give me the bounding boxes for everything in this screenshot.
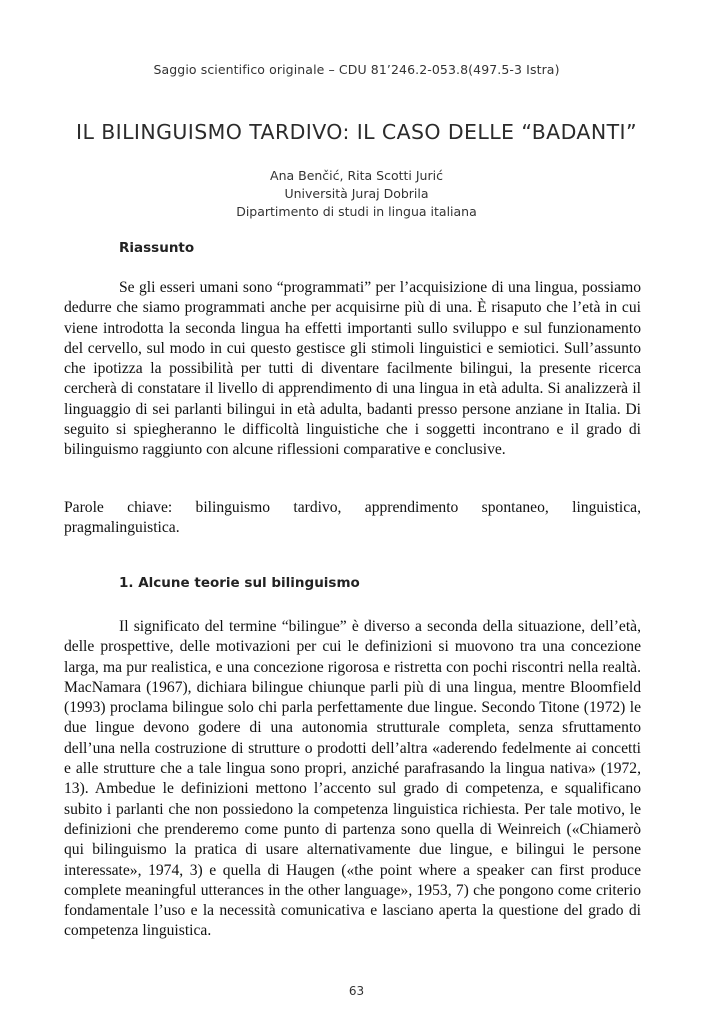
running-header: Saggio scientifico originale – CDU 81’246.2-053.8(497.5-3 Istra)	[153, 62, 560, 77]
abstract-paragraph: Se gli esseri umani sono “programmati” per l’acquisizione di una lingua, possiamo dedurre che siamo programmati anche per acquisirne più di una. È risaputo che l’età in cui viene introdotta la seconda lingua ha effetti importanti sullo sviluppo e sul funzionamento del cervello, sul modo in cui questo gestisce gli stimoli linguistici e semiotici. Sull’assunto che ipotizza la possibilità per tutti di diventare facilmente bilingui, la presente ricerca cercherà di constatare il livello di apprendimento di una lingua in età adulta. Si analizzerà il linguaggio di sei parlanti bilingui in età adulta, badanti presso persone anziane in Italia. Di seguito si spiegheranno le difficoltà linguistiche che i soggetti incontrano e il grado di bilinguismo raggiunto con alcune riflessioni comparative e conclusive.	[64, 279, 641, 459]
section-paragraph: Il significato del termine “bilingue” è diverso a seconda della situazione, dell’età, delle prospettive, delle motivazioni per cui le definizioni si muovono tra una concezione larga, ma pur realistica, e una concezione rigorosa e ristretta con pochi riscontri nella realtà. MacNamara (1967), dichiara bilingue chiunque parli più di una lingua, mentre Bloomfield (1993) proclama bilingue solo chi parla perfettamente due lingue. Secondo Titone (1972) le due lingue devono godere di una autonomia strutturale completa, senza sfruttamento dell’una nella costruzione di strutture o prodotti dell’altra «aderendo fedelmente ai concetti e alle strutture che a tale lingua sono propri, anziché parafrasando la lingua nativa» (1972, 13). Ambedue le definizioni mettono l’accento sul grado di competenza, e squalificano subito i parlanti che non possiedono la competenza linguistica richiesta. Per tale motivo, le definizioni che prenderemo come punto di partenza sono quella di Weinreich («Chiamerò qui bilinguismo la pratica di usare alternativamente due lingue, e bilingui le persone interessate», 1974, 3) e quella di Haugen («the point where a speaker can first produce complete meaningful utterances in the other language», 1953, 7) che pongono come criterio fondamentale l’uso e la necessità comunicativa e lasciano aperta la questione del grado di competenza linguistica.	[64, 618, 641, 940]
author-affiliation: Università Juraj Dobrila	[284, 186, 429, 201]
abstract-heading: Riassunto	[119, 240, 195, 256]
page-number: 63	[348, 984, 365, 998]
keywords: Parole chiave: bilinguismo tardivo, apprendimento spontaneo, linguistica, pragmalinguistica.	[64, 499, 641, 537]
section-heading: 1. Alcune teorie sul bilinguismo	[119, 575, 360, 591]
abstract-body	[64, 278, 641, 461]
paper-title: IL BILINGUISMO TARDIVO: IL CASO DELLE “BADANTI”	[76, 120, 637, 144]
section-body	[64, 617, 641, 942]
author-block	[0, 167, 713, 221]
author-department: Dipartimento di studi in lingua italiana	[236, 204, 477, 219]
author-names: Ana Benčić, Rita Scotti Jurić	[270, 168, 443, 183]
